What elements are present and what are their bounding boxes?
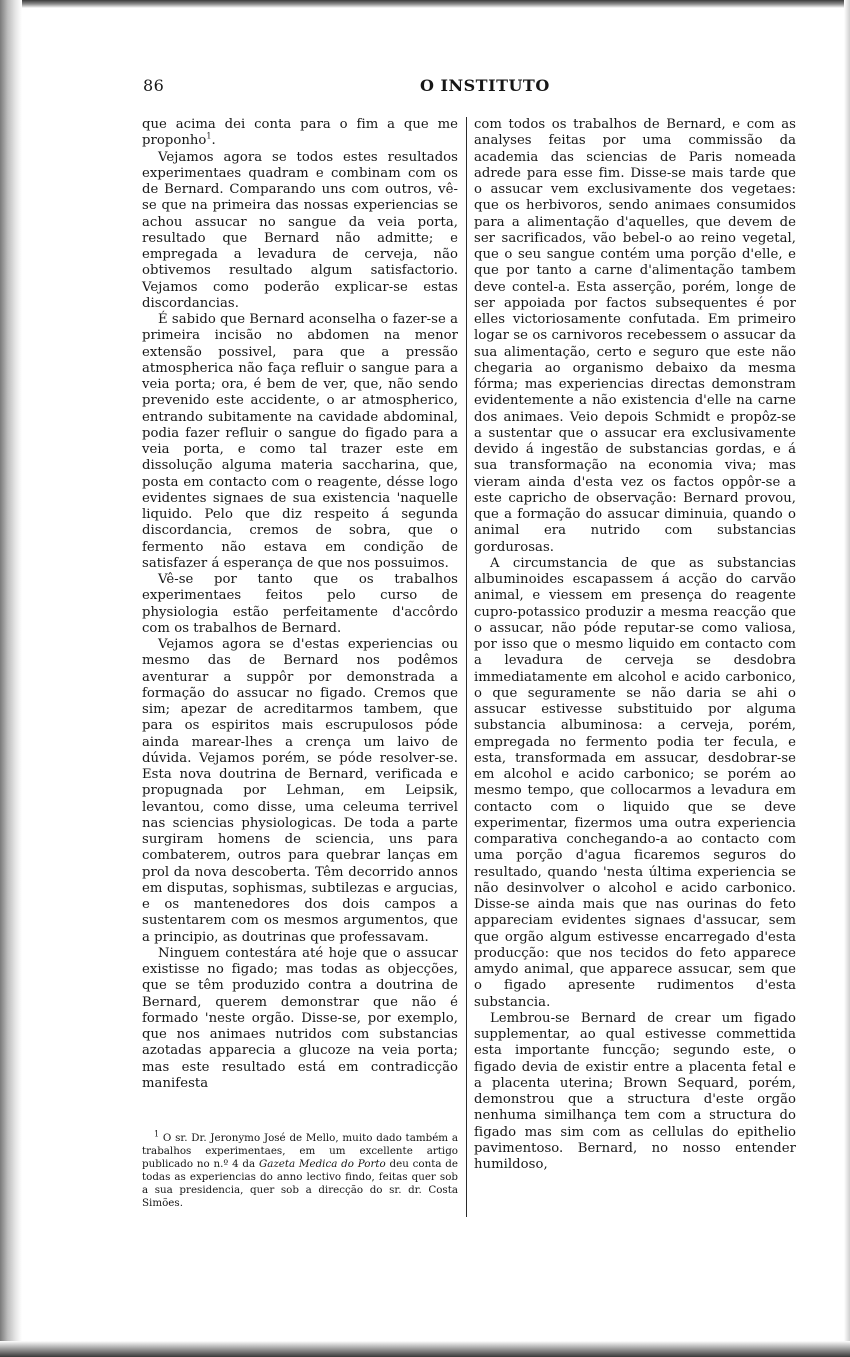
footnote-journal: Gazeta Medica do Porto <box>258 1158 386 1170</box>
page-number: 86 <box>143 76 165 95</box>
paragraph: Vejamos agora se d'estas experiencias ou mesmo das de Bernard nos podêmos aventurar a suppôr por demonstrada a formação do assucar no figado. Cremos que sim; apezar de acreditarmos tambem, que para os espiritos mais escrupulosos póde ainda marear-lhes a crença um laivo de dúvida. Vejamos porém, se póde resolver-se. Esta nova doutrina de Bernard, verificada e propugnada por Lehman, em Leipsik, levantou, como disse, uma celeuma terrivel nas sciencias physiologicas. De toda a parte surgiram homens de sciencia, uns para combaterem, outros para quebrar lanças em prol da nova descoberta. Têm decorrido annos em disputas, sophismas, subtilezas e argucias, e os mantenedores dos dois campos a sustentarem com os mesmos argumentos, que a principio, as doutrinas que professavam. <box>142 637 458 945</box>
paragraph: Ninguem contestára até hoje que o assucar existisse no figado; mas todas as objecções, que se têm produzido contra a doutrina de Bernard, querem demonstrar que não é formado 'neste orgão. Disse-se, por exemplo, que nos animaes nutridos com substancias azotadas apparecia a glucoze na veia porta; mas este resultado está em contradicção manifesta <box>142 945 458 1091</box>
footnote-paragraph <box>142 1129 458 1210</box>
paragraph: Lembrou-se Bernard de crear um figado supplementar, ao qual estivesse commettida esta importante funcção; segundo este, o figado devia de existir entre a placenta fetal e a placenta uterina; Brown Sequard, porém, demonstrou que a structura d'este orgão nenhuma similhança tem com a structura do figado mas sim com as cellulas do epithelio pavimentoso. Bernard, no nosso entender humildoso, <box>474 1010 796 1172</box>
paragraph-text: que acima dei conta para o fim a que me proponho <box>142 117 458 149</box>
right-column <box>474 117 796 1173</box>
scan-binding-shadow <box>0 0 22 1357</box>
left-column <box>142 117 458 1092</box>
paragraph <box>142 117 458 150</box>
footnote-text: deu conta de todas as experiencias do anno lectivo findo, feitas quer sob a sua presidencia, quer sob a direcção do sr. dr. Costa Simões. <box>142 1158 458 1209</box>
paragraph-text: . <box>211 133 216 149</box>
footnote-mark: 1 <box>154 1129 160 1139</box>
paragraph: Vê-se por tanto que os trabalhos experimentaes feitos pelo curso de physiologia estão perfeitamente d'accôrdo com os trabalhos de Bernard. <box>142 572 458 636</box>
running-title: O INSTITUTO <box>420 76 550 95</box>
footnote-text: O sr. Dr. Jeronymo José de Mello, muito dado também a trabalhos experimentaes, em um excellente artigo publicado no n.º 4 da <box>142 1132 458 1170</box>
paragraph: É sabido que Bernard aconselha o fazer-se a primeira incisão no abdomen na menor extensão possivel, para que a pressão atmospherica não faça refluir o sangue para a veia porta; ora, é bem de ver, que, não sendo prevenido este accidente, o ar atmospherico, entrando subitamente na cavidade abdominal, podia fazer refluir o sangue do figado para a veia porta, e como tal trazer este em dissolução alguma materia saccharina, que, posta em contacto com o reagente, désse logo evidentes signaes de sua existencia 'naquelle liquido. Pelo que diz respeito á segunda discordancia, cremos de sobra, que o fermento não estava em condição de satisfazer á esperança de que nos possuimos. <box>142 312 458 571</box>
footnote <box>142 1129 458 1210</box>
footnote-reference: 1 <box>206 131 212 141</box>
paragraph: com todos os trabalhos de Bernard, e com as analyses feitas por uma commissão da academia das sciencias de Paris nomeada adrede para esse fim. Disse-se mais tarde que o assucar vem exclusivamente dos vegetaes: que os herbivoros, sendo animaes consumidos para a alimentação d'aquelles, que devem de ser sacrificados, vão bebel-o ao reino vegetal, que o seu sangue contém uma porção d'elle, e que por tanto a carne d'alimentação tambem deve contel-a. Esta asserção, porém, longe de ser appoiada por factos subsequentes é por elles victoriosamente confutada. Em primeiro logar se os carnivoros recebessem o assucar da sua alimentação, certo e seguro que este não chegaria ao organismo debaixo da mesma fórma; mas experiencias directas demonstram evidentemente a não existencia d'elle na carne dos animaes. Veio depois Schmidt e propôz-se a sustentar que o assucar era exclusivamente devido á ingestão de substancias gordas, e á sua transformação na economia viva; mas vieram ainda d'esta vez os factos oppôr-se a este capricho de observação: Bernard provou, que a formação do assucar diminuia, quando o animal era nutrido com substancias gordurosas. <box>474 117 796 555</box>
scan-right-edge <box>844 0 850 1357</box>
scan-bottom-edge <box>0 1341 850 1357</box>
column-divider <box>466 117 467 1217</box>
paragraph: Vejamos agora se todos estes resultados experimentaes quadram e combinam com os de Bernard. Comparando uns com outros, vê-se que na primeira das nossas experiencias se achou assucar no sangue da veia porta, resultado que Bernard não admitte; e empregada a levadura de cerveja, não obtivemos resultado algum satisfactorio. Vejamos como poderão explicar-se estas discordancias. <box>142 149 458 311</box>
scan-top-edge <box>0 0 850 8</box>
paragraph: A circumstancia de que as substancias albuminoides escapassem á acção do carvão animal, e viessem em presença do reagente cupro-potassico produzir a mesma reacção que o assucar, não póde reputar-se como valiosa, por isso que o mesmo liquido em contacto com a levadura de cerveja se desdobra immediatamente em alcohol e acido carbonico, o que seguramente se não daria se ahi o assucar estivesse substituido por alguma substancia albuminosa: a cerveja, porém, empregada no fermento podia ter fecula, e esta, transformada em assucar, desdobrar-se em alcohol e acido carbonico; se porém ao mesmo tempo, que collocarmos a levadura em contacto com o liquido que se deve experimentar, fizermos uma outra experiencia comparativa conchegando-a ao contacto com uma porção d'agua ficaremos seguros do resultado, quando 'nesta última experiencia se não desinvolver o alcohol e acido carbonico. Disse-se ainda mais que nas ourinas do feto appareciam evidentes signaes d'assucar, sem que orgão algum estivesse encarregado d'esta producção: que nos tecidos do feto apparece amydo animal, que apparece assucar, sem que o figado apresente rudimentos d'esta substancia. <box>474 555 796 1010</box>
